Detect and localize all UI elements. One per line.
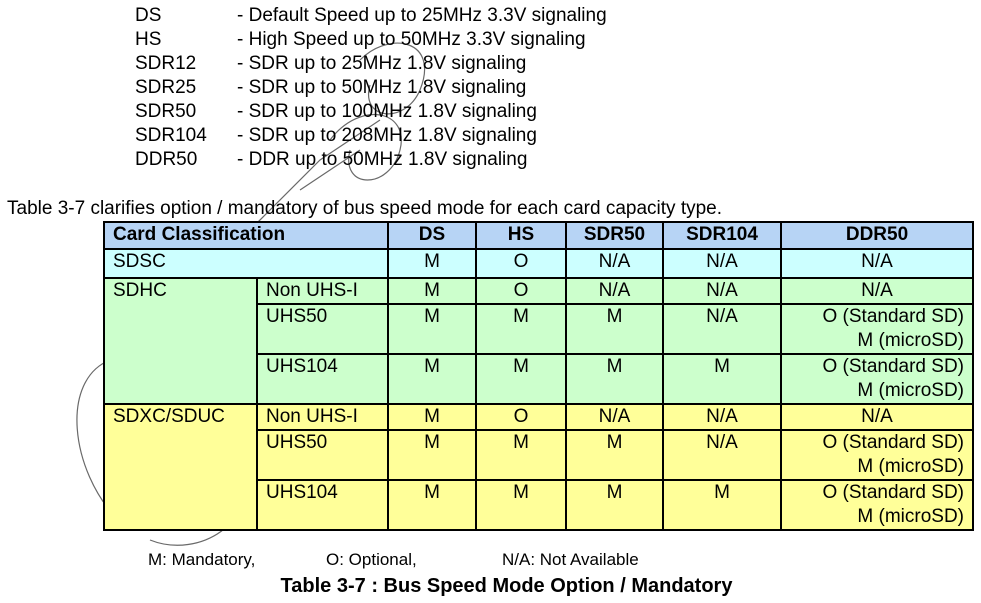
mode-code: SDR104 bbox=[135, 125, 207, 146]
cell: N/A bbox=[663, 430, 781, 480]
sdxc-label: SDXC/SDUC bbox=[104, 404, 257, 530]
mode-description: - Default Speed up to 25MHz 3.3V signaling bbox=[237, 5, 607, 26]
table-header-row bbox=[104, 222, 973, 249]
cell: M bbox=[476, 354, 566, 404]
cell: M bbox=[388, 480, 476, 530]
mode-code: SDR12 bbox=[135, 53, 197, 74]
cell: M bbox=[388, 304, 476, 354]
intro-paragraph: Table 3-7 clarifies option / mandatory of bus speed mode for each card capacity type. bbox=[7, 198, 723, 219]
cell: M bbox=[388, 249, 476, 278]
cell: O bbox=[476, 249, 566, 278]
cell: N/A bbox=[663, 278, 781, 304]
speed-mode-row bbox=[135, 52, 607, 76]
speed-mode-row bbox=[135, 124, 607, 148]
ddr50-micro: M (microSD) bbox=[857, 506, 964, 527]
mode-code: DDR50 bbox=[135, 149, 198, 170]
legend-mandatory: M: Mandatory, bbox=[148, 550, 256, 569]
bus-speed-table bbox=[103, 221, 974, 531]
sub-type: Non UHS-I bbox=[257, 404, 388, 430]
legend-not-available: N/A: Not Available bbox=[502, 550, 639, 569]
sub-type: UHS104 bbox=[257, 354, 388, 404]
header-ddr50: DDR50 bbox=[781, 222, 973, 249]
cell: O bbox=[476, 404, 566, 430]
cell: N/A bbox=[663, 404, 781, 430]
sub-type: UHS50 bbox=[257, 430, 388, 480]
ddr50-standard: O (Standard SD) bbox=[822, 482, 964, 503]
sdsc-label: SDSC bbox=[104, 249, 388, 278]
ddr50-cell bbox=[781, 354, 973, 404]
speed-mode-row bbox=[135, 100, 607, 124]
mode-description: - SDR up to 50MHz 1.8V signaling bbox=[237, 77, 527, 98]
ddr50-cell bbox=[781, 480, 973, 530]
header-sdr104: SDR104 bbox=[663, 222, 781, 249]
ddr50-cell bbox=[781, 430, 973, 480]
sub-type: UHS50 bbox=[257, 304, 388, 354]
speed-mode-row bbox=[135, 4, 607, 28]
mode-code: SDR50 bbox=[135, 101, 197, 122]
cell: N/A bbox=[781, 249, 973, 278]
speed-mode-row bbox=[135, 28, 607, 52]
cell: N/A bbox=[663, 249, 781, 278]
ddr50-micro: M (microSD) bbox=[857, 330, 964, 351]
cell: N/A bbox=[663, 304, 781, 354]
sdhc-label: SDHC bbox=[104, 278, 257, 404]
ddr50-standard: O (Standard SD) bbox=[822, 432, 964, 453]
speed-mode-list bbox=[135, 4, 607, 172]
cell: M bbox=[663, 480, 781, 530]
cell: M bbox=[388, 278, 476, 304]
cell: M bbox=[388, 430, 476, 480]
table-caption: Table 3-7 : Bus Speed Mode Option / Mandatory bbox=[280, 575, 733, 597]
cell: N/A bbox=[566, 278, 663, 304]
cell: M bbox=[388, 404, 476, 430]
ddr50-standard: O (Standard SD) bbox=[822, 356, 964, 377]
cell: M bbox=[566, 430, 663, 480]
mode-code: HS bbox=[135, 29, 162, 50]
ddr50-micro: M (microSD) bbox=[857, 380, 964, 401]
ddr50-cell bbox=[781, 304, 973, 354]
sub-type: UHS104 bbox=[257, 480, 388, 530]
header-sdr50: SDR50 bbox=[566, 222, 663, 249]
mode-code: SDR25 bbox=[135, 77, 197, 98]
legend-optional: O: Optional, bbox=[326, 550, 417, 569]
cell: N/A bbox=[781, 404, 973, 430]
mode-code: DS bbox=[135, 5, 162, 26]
header-card-classification: Card Classification bbox=[104, 222, 388, 249]
ddr50-standard: O (Standard SD) bbox=[822, 306, 964, 327]
table-row-sdsc bbox=[104, 249, 973, 278]
ddr50-micro: M (microSD) bbox=[857, 456, 964, 477]
cell: M bbox=[663, 354, 781, 404]
cell: M bbox=[566, 480, 663, 530]
table-legend bbox=[148, 550, 639, 570]
cell: M bbox=[476, 480, 566, 530]
cell: O bbox=[476, 278, 566, 304]
header-hs: HS bbox=[476, 222, 566, 249]
speed-mode-row bbox=[135, 76, 607, 100]
sub-type: Non UHS-I bbox=[257, 278, 388, 304]
cell: N/A bbox=[781, 278, 973, 304]
table-row bbox=[104, 278, 973, 304]
header-ds: DS bbox=[388, 222, 476, 249]
mode-description: - High Speed up to 50MHz 3.3V signaling bbox=[237, 29, 586, 50]
cell: M bbox=[476, 304, 566, 354]
mode-description: - SDR up to 100MHz 1.8V signaling bbox=[237, 101, 537, 122]
table-row bbox=[104, 404, 973, 430]
cell: N/A bbox=[566, 249, 663, 278]
cell: M bbox=[476, 430, 566, 480]
cell: M bbox=[566, 354, 663, 404]
cell: N/A bbox=[566, 404, 663, 430]
mode-description: - SDR up to 208MHz 1.8V signaling bbox=[237, 125, 537, 146]
mode-description: - SDR up to 25MHz 1.8V signaling bbox=[237, 53, 527, 74]
speed-mode-row bbox=[135, 148, 607, 172]
mode-description: - DDR up to 50MHz 1.8V signaling bbox=[237, 149, 528, 170]
cell: M bbox=[566, 304, 663, 354]
cell: M bbox=[388, 354, 476, 404]
